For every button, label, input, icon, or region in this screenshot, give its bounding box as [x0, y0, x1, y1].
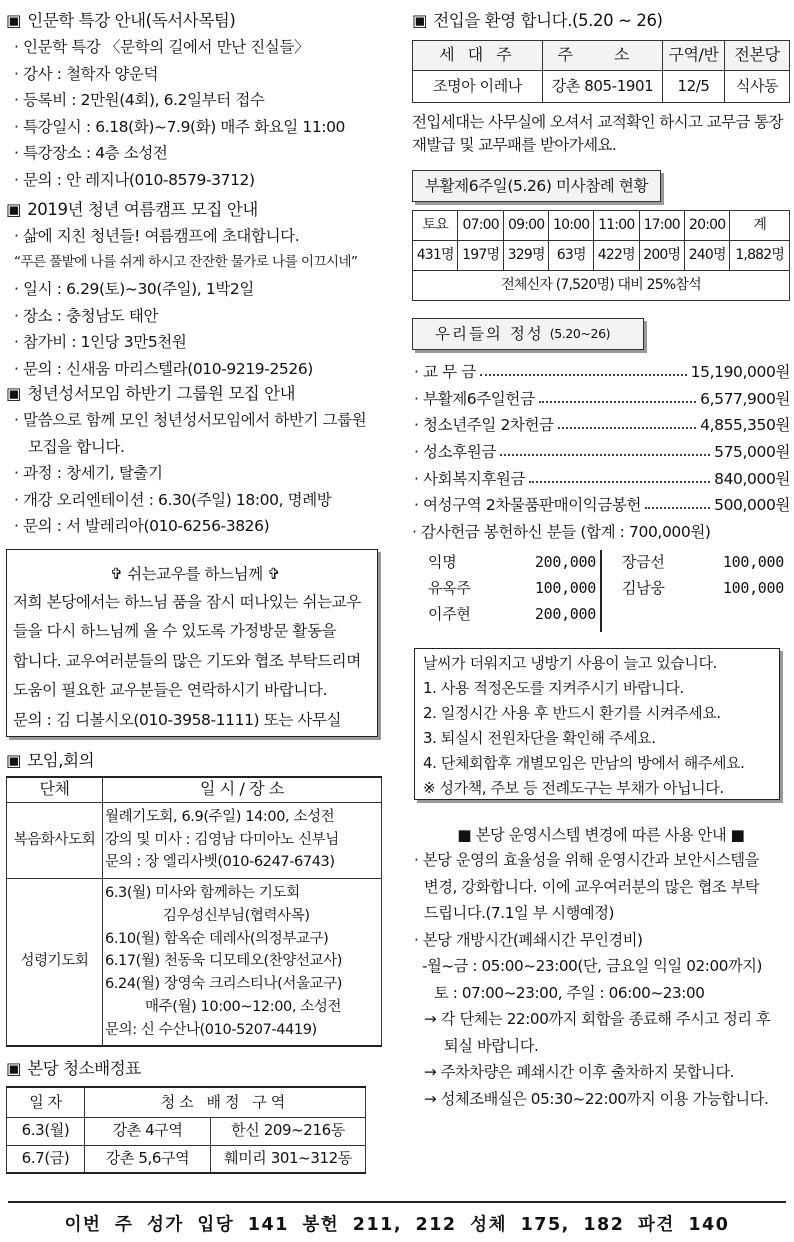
cleaning-table: [6, 1086, 366, 1174]
system-line: -월~금 : 05:00~23:00(단, 금요일 익일 02:00까지): [422, 957, 763, 976]
bible-title: ▣ 청년성서모임 하반기 그룹원 모집 안내: [6, 384, 296, 404]
system-line: → 주차차량은 폐쇄시간 이후 출차하지 못합니다.: [424, 1063, 735, 1082]
offering-item: [412, 359, 790, 386]
table-header: [413, 211, 790, 241]
table-row: [7, 1117, 366, 1145]
header-group: 단체: [7, 777, 103, 802]
rest-line: 저희 본당에서는 하느님 품을 잠시 떠나있는 쉬는교우: [13, 593, 361, 611]
offering-item: [412, 439, 790, 466]
mass-time: 토요: [413, 211, 458, 241]
footer-divider: [8, 1201, 786, 1203]
system-line: 변경, 강화합니다. 이에 교우여러분의 많은 협조 부탁: [424, 877, 760, 896]
lecture-line: · 강사 : 철학자 양운덕: [14, 64, 159, 83]
welcome-title: ▣ 전입을 환영 합니다.(5.20 ~ 26): [412, 11, 663, 31]
clean-zone: 강촌 5,6구역: [85, 1145, 211, 1173]
table-row: [7, 802, 382, 878]
offering-label: · 사회복지후원금: [414, 469, 526, 488]
offering-section: [412, 318, 790, 624]
rest-line: 합니다. 교우여러분들의 많은 기도와 협조 부탁드리며: [13, 651, 361, 670]
notice-line: 1. 사용 적정온도를 지켜주시기 바랍니다.: [423, 678, 684, 697]
offering-title: [412, 318, 644, 350]
clean-zone: 강촌 4구역: [85, 1117, 211, 1145]
dot-leader: [645, 507, 710, 509]
mass-table: [412, 210, 790, 301]
offering-label: · 청소년주일 2차헌금: [414, 416, 554, 435]
clean-zone: 훼미리 301~312동: [211, 1145, 366, 1173]
camp-line: · 참가비 : 1인당 3만5천원: [14, 333, 187, 352]
mass-time: 10:00: [549, 211, 594, 241]
camp-title: ▣ 2019년 청년 여름캠프 모집 안내: [6, 200, 258, 220]
clean-date: 6.7(금): [7, 1145, 85, 1173]
donor-amount: 100,000: [534, 579, 596, 598]
group-details: [103, 878, 382, 1046]
rest-line: 문의 : 김 디볼시오(010-3958-1111) 또는 사무실: [13, 710, 342, 729]
notice-line: 날씨가 더워지고 냉방기 사용이 늘고 있습니다.: [423, 653, 717, 672]
table-row: [7, 878, 382, 1046]
detail-line: 김우성신부님(협력사목): [163, 907, 310, 924]
notice-line: ※ 성가책, 주보 등 전례도구는 부채가 아닙니다.: [423, 778, 724, 797]
offering-label: · 성소후원금: [414, 443, 496, 461]
meetings-section: [6, 748, 388, 1047]
rest-parishioner-box: [6, 549, 378, 737]
square-icon: ▣: [6, 1059, 22, 1079]
group-details: [103, 802, 382, 878]
donor-list: [412, 550, 790, 632]
donor-name: 김남웅: [622, 579, 665, 598]
clean-zone: 한신 209~216동: [211, 1117, 366, 1145]
mass-count: 240명: [684, 241, 729, 271]
offering-amount: 6,577,900원: [700, 389, 790, 408]
square-icon: ▣: [412, 11, 428, 31]
system-line: 토 : 07:00~23:00, 주일 : 06:00~23:00: [434, 983, 705, 1002]
mass-count: 431명: [413, 241, 458, 271]
header-address: 주 소: [543, 41, 663, 71]
dot-leader: [480, 374, 687, 376]
lecture-section: [6, 8, 388, 193]
square-icon: ▣: [6, 11, 22, 31]
mass-time: 09:00: [503, 211, 548, 241]
offering-period: (5.20~26): [549, 325, 611, 341]
header-prev-parish: 전본당: [725, 41, 790, 71]
offering-title-text: 우리들의 정성: [435, 324, 544, 343]
offering-label: · 부활제6주일헌금: [414, 389, 535, 408]
bible-intro-cont: 모집을 합니다.: [28, 437, 125, 456]
camp-line: · 문의 : 신새움 마리스텔라(010-9219-2526): [14, 359, 313, 378]
bible-line: · 개강 오리엔테이션 : 6.30(주일) 18:00, 명례방: [14, 490, 332, 509]
lecture-line: · 등록비 : 2만원(4회), 6.2일부터 접수: [14, 91, 265, 110]
camp-intro: · 삶에 지친 청년들! 여름캠프에 초대합니다.: [14, 227, 300, 246]
welcome-note: [412, 111, 790, 157]
note-line: 전입세대는 사무실에 오셔서 교적확인 하시고 교무금 통장: [412, 113, 783, 131]
lecture-line: · 인문학 특강 〈문학의 길에서 만난 진실들〉: [14, 38, 310, 57]
mass-section: [412, 170, 790, 301]
offering-item: [412, 386, 790, 413]
detail-line: 월례기도회, 6.9(주일) 14:00, 소성전: [105, 809, 335, 826]
donor-name: 유옥주: [428, 579, 471, 598]
mass-count: 197명: [458, 241, 503, 271]
table-header: [7, 1087, 366, 1117]
mass-count: 329명: [503, 241, 548, 271]
table-row: [413, 241, 790, 271]
bible-intro: · 말씀으로 함께 모인 청년성서모임에서 하반기 그룹원: [14, 411, 367, 430]
donor-row: [428, 602, 596, 628]
offering-item: [412, 492, 790, 519]
donor-row: [622, 550, 784, 576]
square-icon: ▣: [6, 384, 22, 404]
rest-line: 들을 다시 하느님께 올 수 있도록 가정방문 활동을: [13, 622, 337, 641]
dot-leader: [539, 401, 697, 403]
donor-row: [428, 576, 596, 602]
donor-amount: 100,000: [722, 553, 784, 572]
header-zone: 구역/반: [663, 41, 725, 71]
mass-title: 부활제6주일(5.26) 미사참례 현황: [412, 170, 661, 202]
offering-amount: 575,000원: [714, 443, 790, 461]
mass-total: 1,882명: [730, 241, 790, 271]
bible-line: · 과정 : 창세기, 탈출기: [14, 464, 163, 483]
cleaning-title: ▣ 본당 청소배정표: [6, 1059, 141, 1079]
householder: 조명아 이레나: [413, 71, 543, 103]
rest-line: 도움이 필요한 교우분들은 연락하시기 바랍니다.: [13, 681, 328, 700]
dot-leader: [558, 427, 697, 429]
aircon-notice-box: [414, 648, 780, 800]
offering-label: · 여성구역 2차물품판매이익금봉헌: [414, 496, 642, 515]
donor-row: [428, 550, 596, 576]
mass-count: 422명: [594, 241, 639, 271]
donor-amount: 200,000: [534, 605, 596, 624]
camp-quote: “푸른 풀밭에 나를 쉬게 하시고 잔잔한 물가로 나를 이끄시네”: [14, 253, 358, 270]
zone: 12/5: [663, 71, 725, 103]
system-line: · 본당 운영의 효율성을 위해 운영시간과 보안시스템을: [414, 851, 759, 870]
meetings-title: ▣ 모임,회의: [6, 751, 95, 771]
offering-item: [412, 412, 790, 439]
header-datetime: 일 시 / 장 소: [103, 777, 382, 802]
system-title: ■ 본당 운영시스템 변경에 따른 사용 안내 ■: [457, 826, 745, 844]
detail-line: 강의 및 미사 : 김영남 다미아노 신부님: [105, 831, 339, 848]
lecture-line: · 특강장소 : 4층 소성전: [14, 144, 168, 163]
system-section: [412, 822, 790, 1113]
system-line: → 각 단체는 22:00까지 회합을 종료해 주시고 정리 후: [424, 1010, 771, 1029]
detail-line: 6.24(월) 장영숙 크리스티나(서울교구): [105, 976, 343, 993]
clean-date: 6.3(월): [7, 1117, 85, 1145]
system-line: 드립니다.(7.1일 부 시행예정): [424, 904, 614, 923]
offering-amount: 15,190,000원: [690, 363, 790, 382]
mass-time: 07:00: [458, 211, 503, 241]
header-householder: 세 대 주: [413, 41, 543, 71]
detail-line: 문의 : 장 엘리사벳(010-6247-6743): [105, 854, 335, 871]
table-header: [7, 777, 382, 802]
notice-line: 3. 퇴실시 전원차단을 확인해 주세요.: [423, 728, 656, 747]
camp-section: [6, 197, 388, 382]
rest-title: ✞ 쉬는교우를 하느님께 ✞: [110, 565, 280, 583]
mass-total-label: 계: [730, 211, 790, 241]
mass-count: 200명: [639, 241, 684, 271]
table-row: [413, 71, 790, 103]
lecture-line: · 문의 : 안 레지나(010-8579-3712): [14, 170, 255, 189]
mass-time: 11:00: [594, 211, 639, 241]
offering-amount: 4,855,350원: [700, 416, 790, 435]
camp-line: · 장소 : 충청남도 태안: [14, 306, 159, 325]
bible-line: · 문의 : 서 발레리아(010-6256-3826): [14, 517, 270, 536]
table-row: [7, 1145, 366, 1173]
offering-amount: 840,000원: [714, 469, 790, 488]
detail-line: 매주(월) 10:00~12:00, 소성전: [145, 998, 342, 1015]
lecture-line: · 특강일시 : 6.18(화)~7.9(화) 매주 화요일 11:00: [14, 117, 346, 136]
notice-line: 4. 단체회합후 개별모임은 만남의 방에서 해주세요.: [423, 753, 745, 772]
detail-line: 문의: 신 수산나(010-5207-4419): [105, 1021, 317, 1038]
mass-time: 20:00: [684, 211, 729, 241]
thanks-line: · 감사헌금 봉헌하신 분들 (합계 : 700,000원): [412, 522, 711, 541]
donor-name: 이주현: [428, 605, 471, 624]
offering-label: · 교 무 금: [414, 363, 476, 382]
mass-summary: 전체신자 (7,520명) 대비 25%참석: [413, 271, 790, 301]
donor-amount: 200,000: [534, 553, 596, 572]
square-icon: ▣: [6, 200, 22, 220]
donor-divider: [600, 550, 602, 632]
cleaning-section: [6, 1056, 388, 1174]
system-line: 퇴실 바랍니다.: [444, 1036, 539, 1055]
system-line: · 본당 개방시간(폐쇄시간 무인경비): [414, 930, 643, 949]
table-row: [413, 271, 790, 301]
detail-line: 6.17(월) 천동욱 디모테오(찬양선교사): [105, 953, 343, 970]
square-icon: ▣: [6, 751, 22, 771]
camp-line: · 일시 : 6.29(토)~30(주일), 1박2일: [14, 280, 254, 299]
donor-amount: 100,000: [722, 579, 784, 598]
mass-count: 63명: [549, 241, 594, 271]
offering-amount: 500,000원: [714, 496, 790, 515]
group-name: 복음화사도회: [7, 802, 103, 878]
lecture-title: ▣ 인문학 특강 안내(독서사목팀): [6, 11, 236, 31]
dot-leader: [529, 481, 710, 483]
bible-section: [6, 381, 388, 540]
welcome-section: [412, 8, 790, 157]
donor-name: 익명: [428, 553, 457, 572]
group-name: 성령기도회: [7, 878, 103, 1046]
prev-parish: 식사동: [725, 71, 790, 103]
address: 강촌 805-1901: [543, 71, 663, 103]
header-zone: 청소 배정 구역: [85, 1087, 366, 1117]
donor-name: 장금선: [622, 553, 665, 572]
donor-column-left: [428, 550, 596, 628]
note-line: 재발급 및 교무패를 받아가세요.: [412, 136, 617, 154]
offering-list: [412, 359, 790, 545]
welcome-table: [412, 40, 790, 103]
dot-leader: [500, 454, 710, 456]
mass-time: 17:00: [639, 211, 684, 241]
detail-line: 6.3(월) 미사와 함께하는 기도회: [105, 884, 300, 901]
system-line: → 성체조배실은 05:30~22:00까지 이용 가능합니다.: [424, 1089, 769, 1108]
header-date: 일 자: [7, 1087, 85, 1117]
notice-line: 2. 일정시간 사용 후 반드시 환기를 시켜주세요.: [423, 703, 721, 722]
donor-column-right: [622, 550, 784, 602]
table-header: [413, 41, 790, 71]
detail-line: 6.10(월) 함옥순 데레사(의정부교구): [105, 930, 329, 947]
meetings-table: [6, 776, 382, 1047]
hymn-footer: 이번 주 성가 입당 141 봉헌 211, 212 성체 175, 182 파견 140: [64, 1215, 730, 1235]
offering-item: [412, 465, 790, 492]
donor-row: [622, 576, 784, 602]
